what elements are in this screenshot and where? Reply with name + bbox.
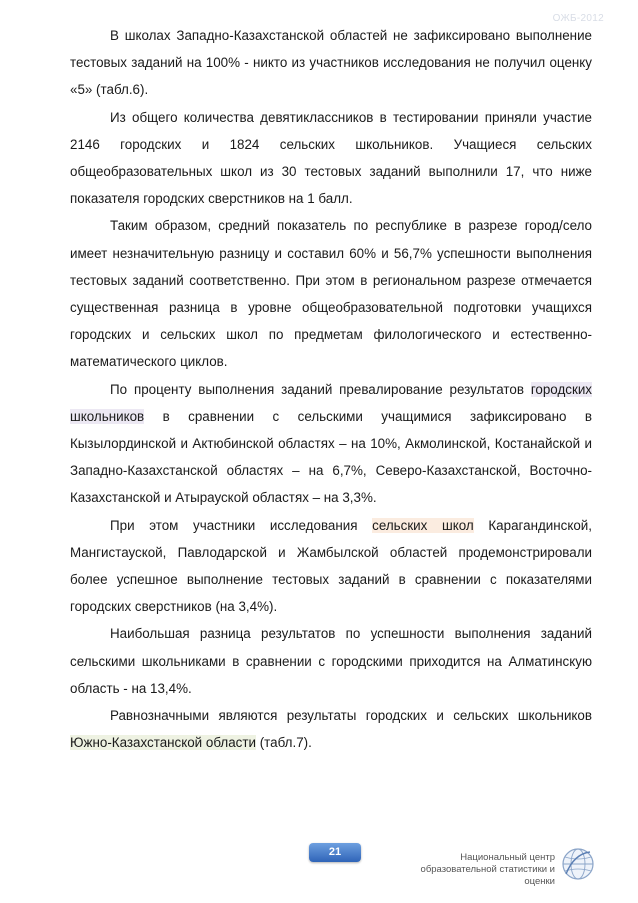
paragraph-5-start: При этом участники исследования [110,517,373,533]
watermark: ОЖБ-2012 [552,13,604,24]
document-body [70,22,592,756]
paragraph-5-end: Карагандинской, Мангистауской, Павлодарской и Жамбылской областей продемонстрировали более успешное выполнение тестовых заданий в сравнении с показателями городских сверстников (на 3,4%). [70,517,593,615]
highlight-south-kazakhstan: Южно-Казахстанской области [70,735,256,751]
org-line-2: образовательной статистики и оценки [420,864,555,887]
org-line-1: Национальный центр [460,852,555,863]
highlight-urban-students: городских школьников [70,381,592,424]
paragraph-1: В школах Западно-Казахстанской областей не зафиксировано выполнение тестовых заданий на 100% - никто из участников исследования не получил оценку «5» (табл.6). [70,28,592,98]
organization-name [395,852,555,888]
paragraph-5 [70,512,592,621]
paragraph-7-end: (табл.7). [255,735,312,751]
paragraph-7-start: Равнозначными являются результаты городских и сельских школьников [110,708,592,724]
page-number-badge: 21 [309,843,361,862]
paragraph-2: Из общего количества девятиклассников в тестировании приняли участие 2146 городских и 1824 сельских школьников. Учащиеся сельских общеобразовательных школ из 30 тестовых заданий выполнили 17, что ниже показателя городских сверстников на 1 балл. [70,109,592,207]
highlight-rural-schools: сельских школ [372,517,474,533]
paragraph-7 [70,702,592,756]
paragraph-4-end: в сравнении с сельскими учащимися зафиксировано в Кызылординской и Актюбинской областях – на 10%, Акмолинской, Костанайской и Западно-Казахстанской областях – на 6,7%, Северо-Казахстанской, Восточно-Казахстанской и Атырауской областях – на 3,3%. [70,408,592,506]
paragraph-4 [70,376,592,512]
paragraph-6: Наибольшая разница результатов по успешности выполнения заданий сельскими школьниками в сравнении с городскими приходится на Алматинскую область - на 13,4%. [70,626,592,696]
paragraph-3: Таким образом, средний показатель по республике в разрезе город/село имеет незначительную разницу и составил 60% и 56,7% успешности выполнения тестовых заданий соответственно. При этом в региональном разрезе отмечается существенная разница в уровне общеобразовательной подготовки учащихся городских и сельских школ по предметам филологического и естественно-математического циклов. [70,218,592,370]
globe-logo-icon [560,846,596,882]
paragraph-4-start: По проценту выполнения заданий превалирование результатов [110,381,531,397]
